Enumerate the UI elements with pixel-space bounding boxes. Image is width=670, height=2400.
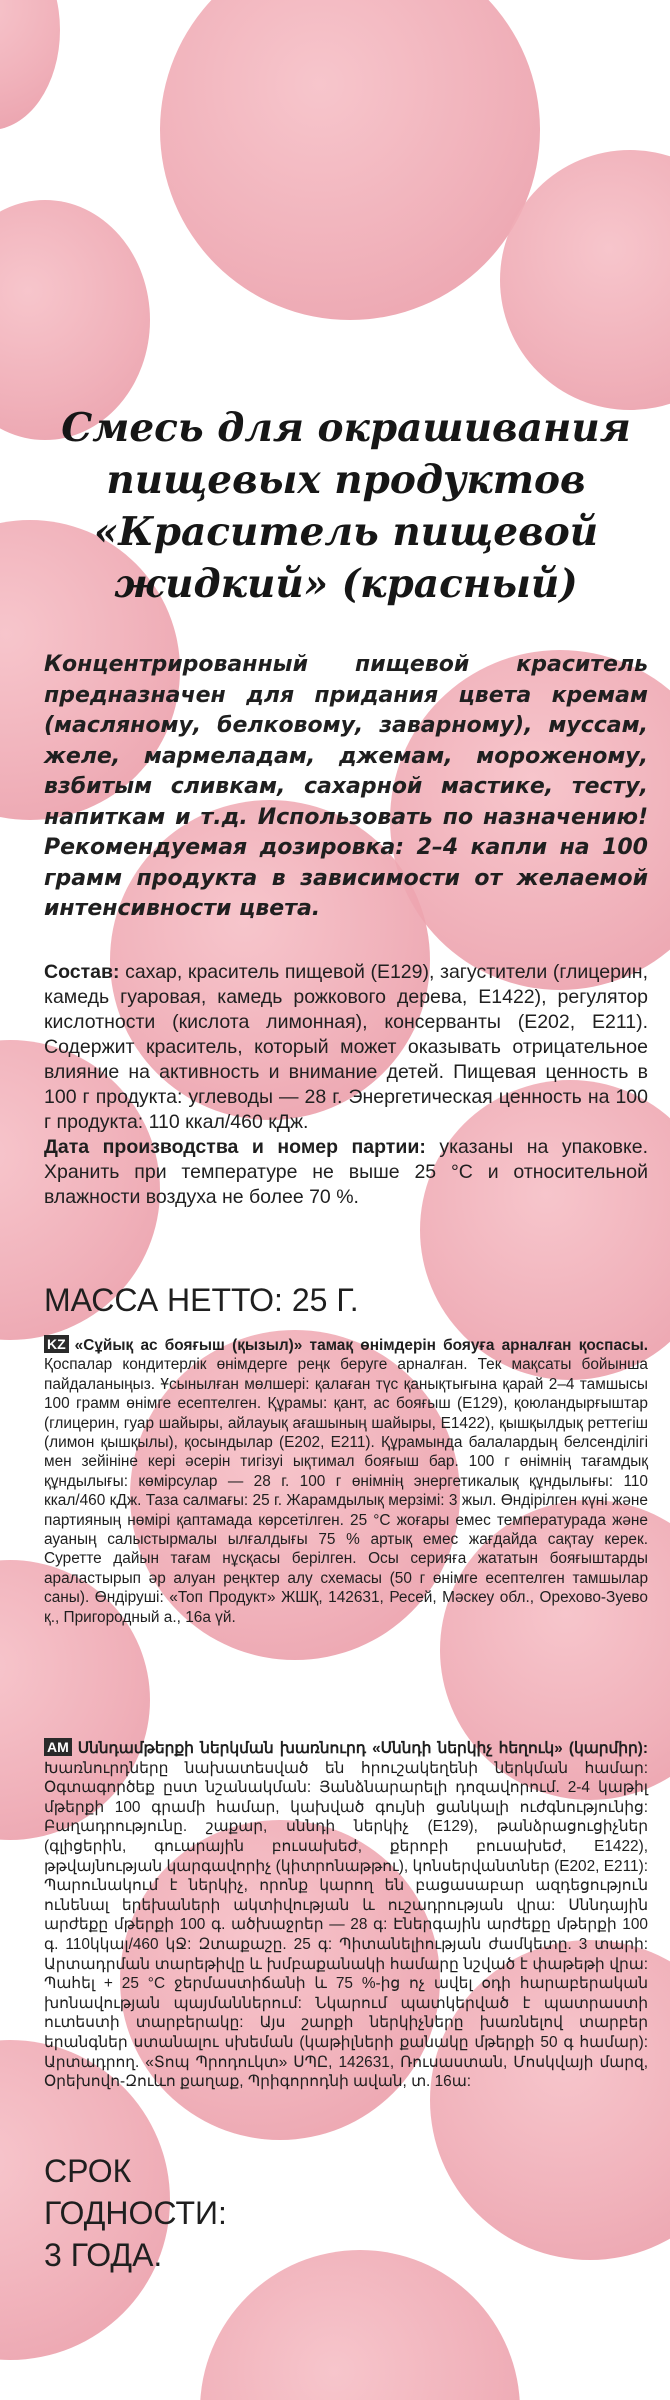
product-title — [44, 402, 648, 610]
kazakh-section — [44, 1335, 648, 1627]
storage-text: указаны на упаковке. Хранить при температуре не выше 25 °С и относительной влажности воздуха не более 70 %. — [44, 1136, 648, 1208]
armenian-section — [44, 1738, 648, 2092]
am-text: Խառնուրդները նախատեսված են հրուշակեղենի ներկման համար: Օգտագործեք ըստ նշանակման: Յանձնարարելի դոզավորում. 2-4 կաթիլ մթերքի 100 գրամի համար, կախված գույնի ցանկալի ուժգնությունից: Բաղադրությունը. շաքար, սննդի ներկիչ (Е129), թանձրացուցիչներ (գլիցերին, գուարային բուսախեժ, քերոբի բուսախեժ, Е1422), թթվայնության կարգավորիչ (կիտրոնաթթու), կոնսերվանտներ (Е202, Е211): Պարունակում է ներկիչ, որոնք կարող են բացասաբար ազդեցություն ունենալ երեխաների ակտիվության և ուշադրության վրա: Սննդային արժեքը մթերքի 100 գ. ածխաջրեր — 28 գ: Էներգային արժեքը մթերքի 100 գ. 110կկալ/460 կՋ: Զտաքաշը. 25 գ: Պիտանելիության ժամկետը. 3 տարի: Արտադրման տարեթիվը և խմբաքանակի համարը նշված է փաթեթի վրա: Պահել + 25 °С ջերմաստիճանի և 75 %-ից ոչ ավել օդի հարաբերական խոնավության պայմաններում: Նկարում պատկերված է պատրաստի ուտեստի տարբերակը: Այս շարքի ներկիչները խառնելով տարբեր երանգներ ստանալու սխեման (կաթիլների քանակը մթերքի 50 գ համար): Արտադրող. «Տոպ Պրոդուկտ» ՍՊԸ, 142631, Ռուսաստան, Մոսկվայի մարզ, Օրեխովո-Զուևո քաղաք, Պրիգորոդնի ավան, տ. 16ա: — [44, 1759, 648, 2091]
kz-heading: «Сұйық ас бояғыш (қызыл)» тамақ өнімдерін бояуға арналған қоспасы. — [74, 1337, 648, 1354]
shelf-line: СРОК — [44, 2153, 132, 2189]
macaron-image — [160, 0, 540, 320]
macaron-image — [200, 2250, 520, 2400]
shelf-life — [44, 2150, 227, 2276]
date-label: Дата производства и номер партии: — [44, 1136, 426, 1158]
am-badge: AM — [44, 1738, 72, 1756]
am-heading: Սննդամթերքի ներկման խառնուրդ «Սննդի ներկիչ հեղուկ» (կարմիր): — [77, 1740, 648, 1757]
title-line: Смесь для окрашивания — [61, 405, 631, 451]
kz-badge: KZ — [44, 1335, 69, 1353]
composition-block — [44, 960, 648, 1210]
macaron-image — [0, 0, 60, 130]
title-line: «Краситель пищевой — [93, 509, 599, 555]
shelf-line: ГОДНОСТИ: — [44, 2195, 227, 2231]
net-mass: МАССА НЕТТО: 25 Г. — [44, 1282, 359, 1318]
title-line: жидкий» (красный) — [114, 561, 578, 607]
title-line: пищевых продуктов — [106, 457, 586, 503]
shelf-line: 3 ГОДА. — [44, 2237, 163, 2273]
composition-label: Состав: — [44, 961, 120, 983]
kz-text: Қоспалар кондитерлік өнімдерге реңк беруге арналған. Тек мақсаты бойынша пайдаланыңыз. Ұсынылған мөлшері: қалаған түс қанықтығына қарай 2–4 тамшысы 100 грамм өнімге есептелген. Құрамы: қант, ас бояғыш (Е129), қоюландырғыштар (глицерин, гуар шайыры, айлауық ағашының шайыры, Е1422), қышқылдық реттегіш (лимон қышқылы), қосындылар (Е202, Е211). Құрамында балалардың белсенділігі мен зейініне кері әсерін тигізуі ықтимал бояғыш бар. 100 г өнімнің тағамдық құндылығы: көмірсулар — 28 г. 100 г өнімнің энергетикалық құндылығы: 110 ккал/460 кДж. Таза салмағы: 25 г. Жарамдылық мерзімі: 3 жыл. Өндірілген күні және партияның нөмірі қаптамада көрсетілген. 25 °С жоғары емес температурада және ауаның салыстырмалы ылғалдығы 75 % артық емес жағдайда сақтау керек. Суретте дайын тағам нұсқасы берілген. Осы серияға жататын бояғыштарды араластырып әр алуан реңктер алу схемасы (50 г өнімге есептелген тамшылар саны). Өндіруші: «Топ Продукт» ЖШҚ, 142631, Ресей, Мәскеу обл., Орехово-Зуево қ., Пригородный а., 16а үй. — [44, 1356, 648, 1626]
product-description: Концентрированный пищевой краситель предназначен для придания цвета кремам (масляному, белковому, заварному), муссам, желе, мармеладам, джемам, мороженому, взбитым сливкам, сахарной мастике, тесту, напиткам и т.д. Использовать по назначению! Рекомендуемая дозировка: 2–4 капли на 100 грамм продукта в зависимости от желаемой интенсивности цвета. — [44, 652, 648, 921]
composition-text: сахар, краситель пищевой (Е129), загустители (глицерин, камедь гуаровая, камедь рожкового дерева, Е1422), регулятор кислотности (кислота лимонная), консерванты (Е202, Е211). Содержит краситель, который может оказывать отрицательное влияние на активность и внимание детей. Пищевая ценность в 100 г продукта: углеводы — 28 г. Энергетическая ценность на 100 г продукта: 110 ккал/460 кДж. — [44, 961, 648, 1133]
